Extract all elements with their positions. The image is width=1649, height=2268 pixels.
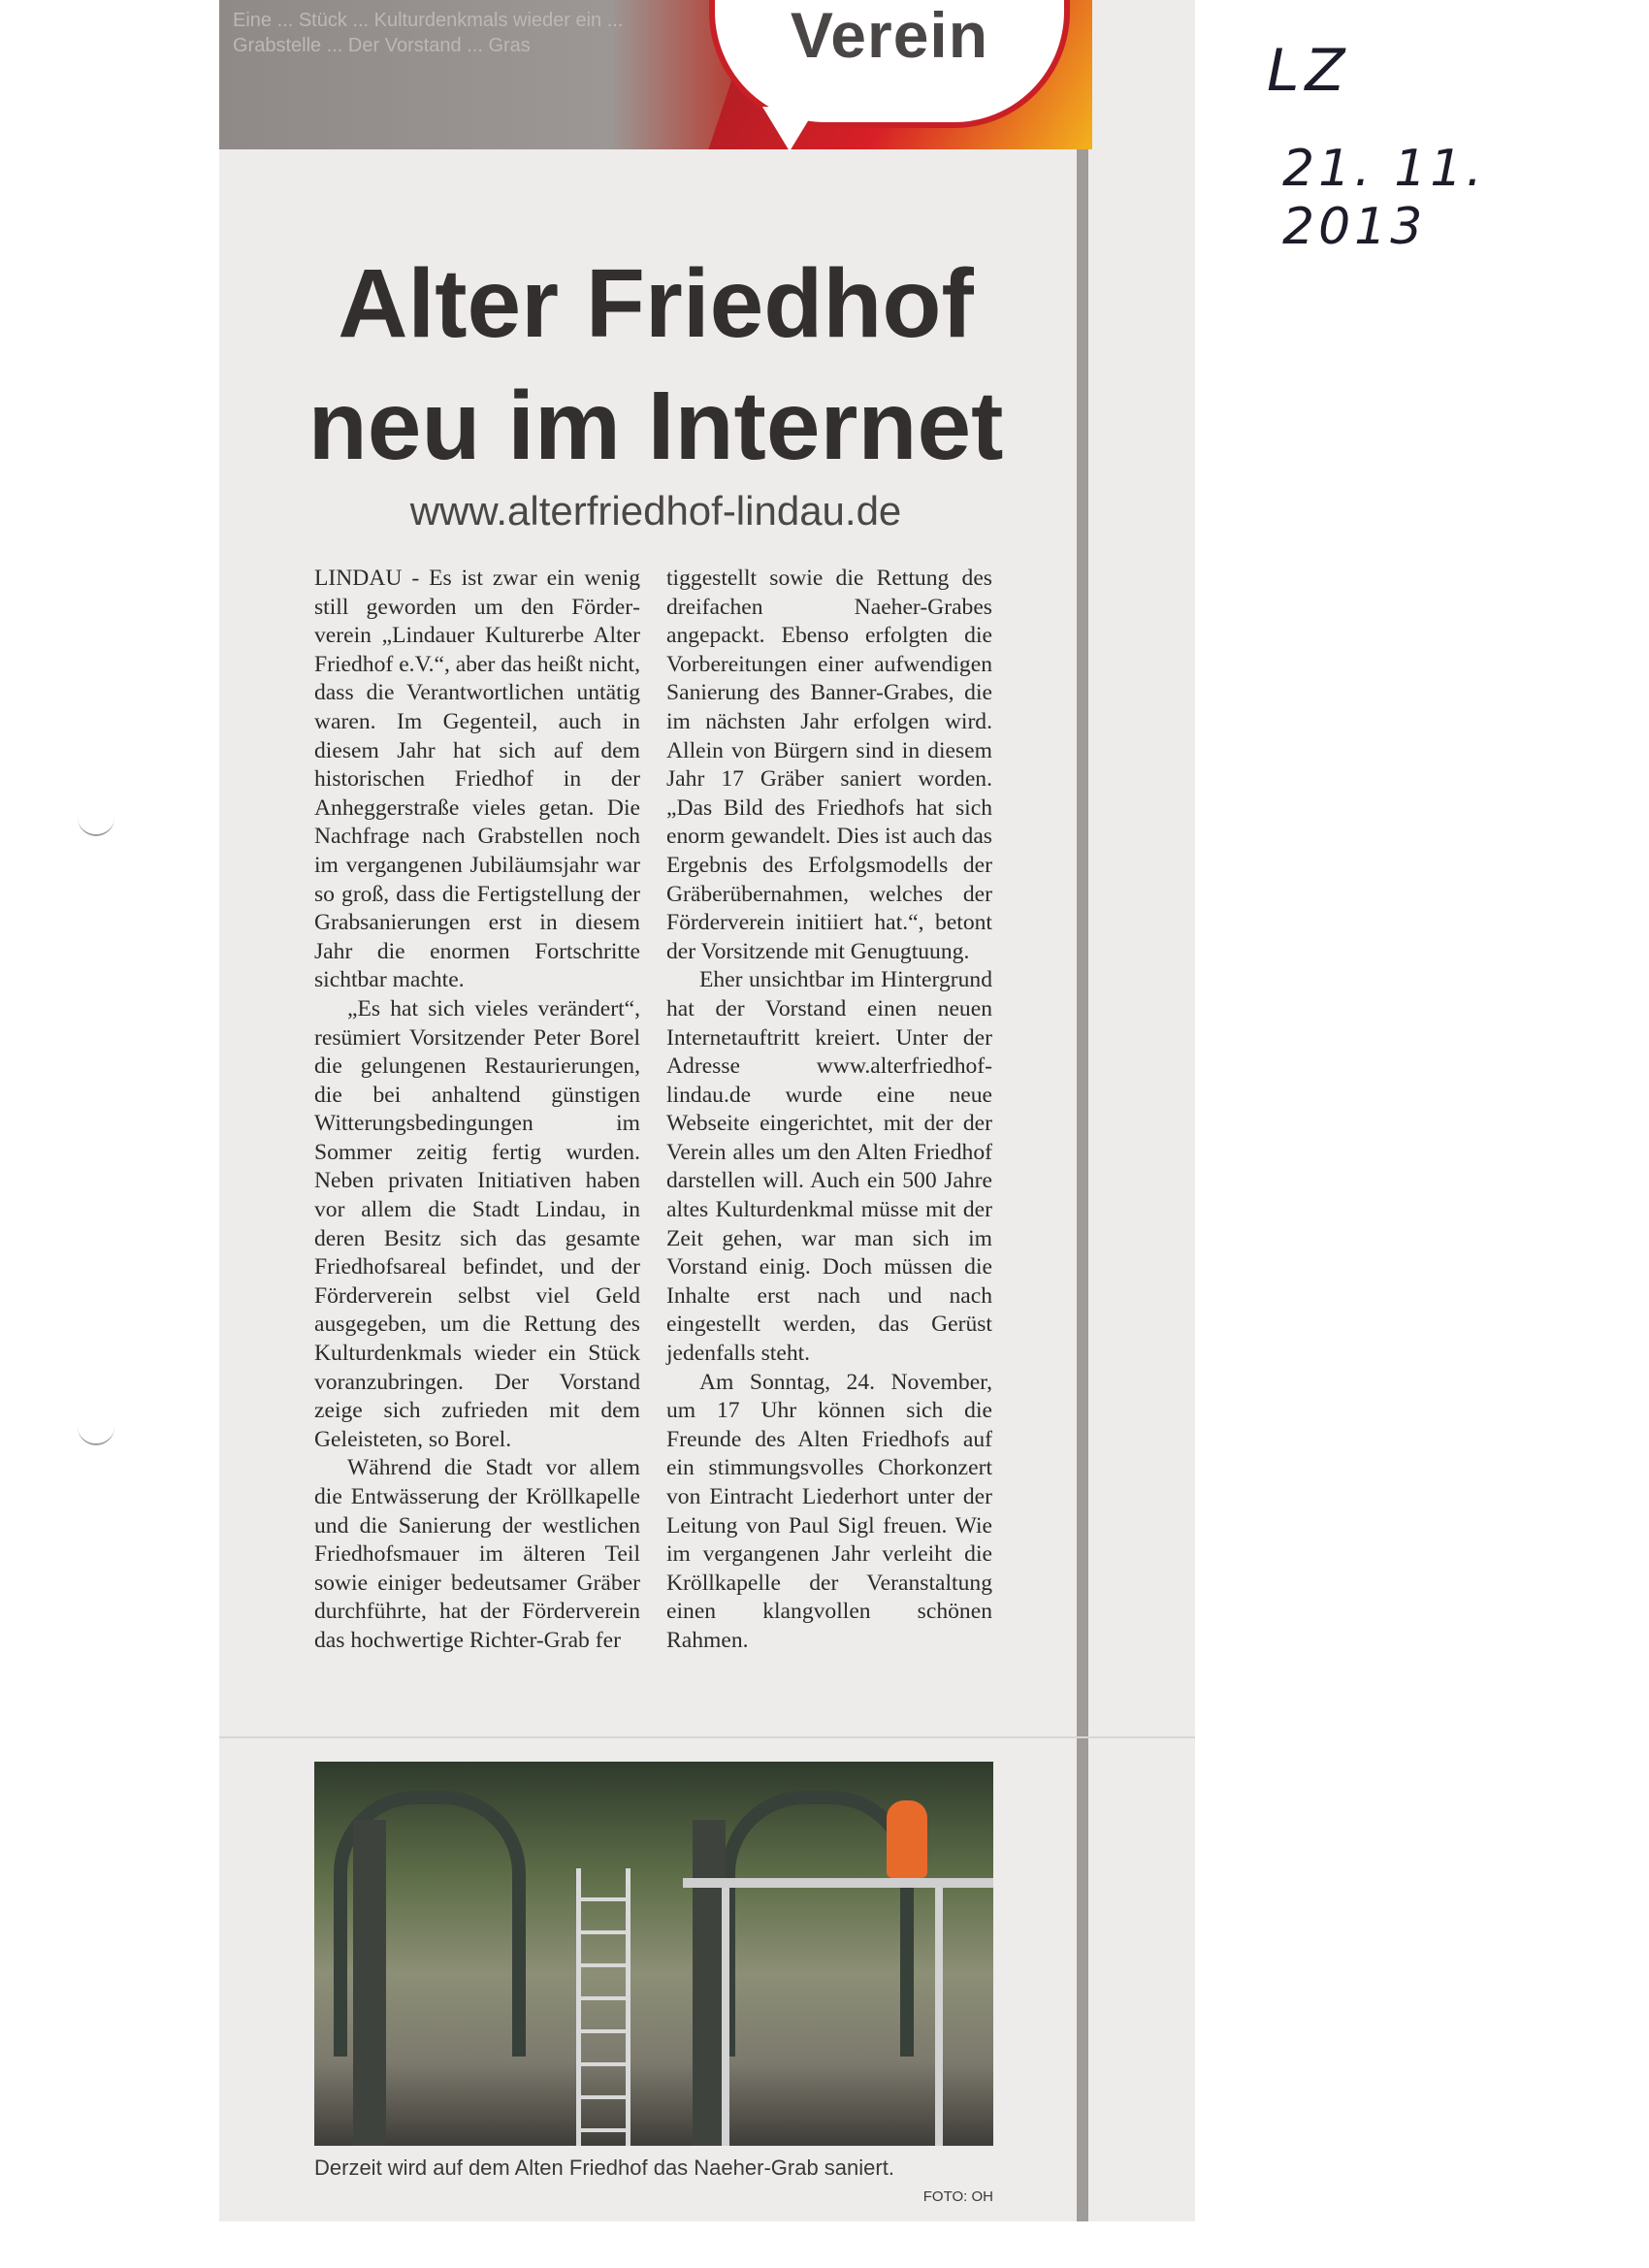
- paragraph: tiggestellt sowie die Rettung des dreifachen Naeher-Grabes angepackt. Ebenso erfolgten die Vorbereitungen einer aufwendigen Sanierung des Banner-Grabes, die im nächsten Jahr erfolgen wird. Allein von Bürgern sind in diesem Jahr 17 Gräber saniert worden. „Das Bild des Friedhofs hat sich enorm gewandelt. Dies ist auch das Ergebnis des Erfolgsmodells der Gräberübernahmen, welches der Förderverein initiiert hat.“, betont der Vorsitzende mit Genugtuung.: [666, 566, 992, 964]
- newspaper-clipping: [219, 0, 1195, 2221]
- photo-scaffold-platform: [683, 1878, 993, 1888]
- punch-hole-mark: [78, 1426, 114, 1445]
- headline-line-1: Alter Friedhof: [338, 249, 974, 358]
- photo-worker: [887, 1800, 927, 1878]
- section-label: Verein: [790, 0, 989, 71]
- fold-line: [219, 1736, 1195, 1738]
- photo-arch: [722, 1791, 914, 2057]
- article-photo: [314, 1762, 993, 2146]
- paragraph: - Es ist zwar ein wenig still geworden um den Förderverein „Lindauer Kulturerbe Alter Friedhof e.V.“, aber das heißt nicht, dass die Verantwortlichen untätig waren. Im Gegenteil, auch in diesem Jahr hat sich auf dem historischen Friedhof in der Anheggerstraße vieles getan. Die Nachfrage nach Grabstellen noch im vergangenen Jubiläumsjahr war so groß, dass die Fertigstellung der Grabsanierungen erst in diesem Jahr die enormen Fortschritte sichtbar machte.: [314, 566, 640, 993]
- photo-scaffold-pole: [935, 1888, 943, 2146]
- article-column-right: [666, 565, 992, 1656]
- headline: [219, 243, 1092, 487]
- photo-caption: Derzeit wird auf dem Alten Friedhof das Naeher-Grab saniert.: [314, 2155, 894, 2180]
- photo-credit: FOTO: OH: [922, 2188, 993, 2205]
- article-column-left: [314, 565, 640, 1656]
- handwritten-source: LZ: [1267, 37, 1351, 105]
- paragraph: „Es hat sich vieles verändert“, resümiert Vorsitzender Peter Borel die gelungenen Restaurierungen, die bei anhaltend günstigen Witterungsbedingungen im Sommer zeitig fertig wurden. Neben privaten Initiativen haben vor allem die Stadt Lindau, in deren Besitz sich das gesamte Friedhofsareal befindet, und der Förderverein selbst viel Geld ausgegeben, um die Rettung des Kulturdenkmals wieder ein Stück voranzubringen. Der Vorstand zeige sich zufrieden mit dem Geleisteten, so Borel.: [314, 995, 640, 1452]
- paragraph: Eher unsichtbar im Hintergrund hat der Vorstand einen neuen Internetauftritt kreiert. Unter der Adresse www.alterfriedhof-lindau.de wurde eine neue Webseite eingerichtet, mit der der Verein alles um den Alten Friedhof darstellen will. Auch ein 500 Jahre altes Kulturdenkmal müsse mit der Zeit gehen, war man sich im Vorstand einig. Doch müssen die Inhalte erst nach und nach eingestellt werden, das Gerüst jedenfalls steht.: [666, 967, 992, 1367]
- photo-scaffold-pole: [722, 1888, 729, 2146]
- banner-background-text: Eine ... Stück ... Kulturdenkmals wieder ein ... Grabstelle ... Der Vorstand ... Gras: [233, 10, 624, 56]
- paragraph: Während die Stadt vor allem die Entwässerung der Kröllkapelle und die Sanierung der westlichen Friedhofsmauer im älteren Teil sowie einiger bedeutsamer Gräber durchführte, hat der Förderverein das hochwertige Richter-Grab fer: [314, 1455, 640, 1653]
- photo-ladder: [576, 1868, 630, 2146]
- paragraph: Am Sonntag, 24. November, um 17 Uhr können sich die Freunde des Alten Friedhofs auf ein stimmungsvolles Chorkonzert von Eintracht Liederhort unter der Leitung von Paul Sigl freuen. Wie im vergangenen Jahr verleiht die Kröllkapelle der Veranstaltung einen klangvollen schönen Rahmen.: [666, 1369, 992, 1653]
- headline-line-2: neu im Internet: [307, 372, 1004, 480]
- speech-bubble-tail: [762, 107, 817, 151]
- photo-pillar: [353, 1820, 386, 2146]
- photo-pillar: [693, 1820, 726, 2146]
- subheadline-url: www.alterfriedhof-lindau.de: [409, 488, 902, 534]
- punch-hole-mark: [78, 817, 114, 836]
- dateline: LINDAU: [314, 566, 403, 591]
- handwritten-date: 21. 11. 2013: [1282, 140, 1486, 256]
